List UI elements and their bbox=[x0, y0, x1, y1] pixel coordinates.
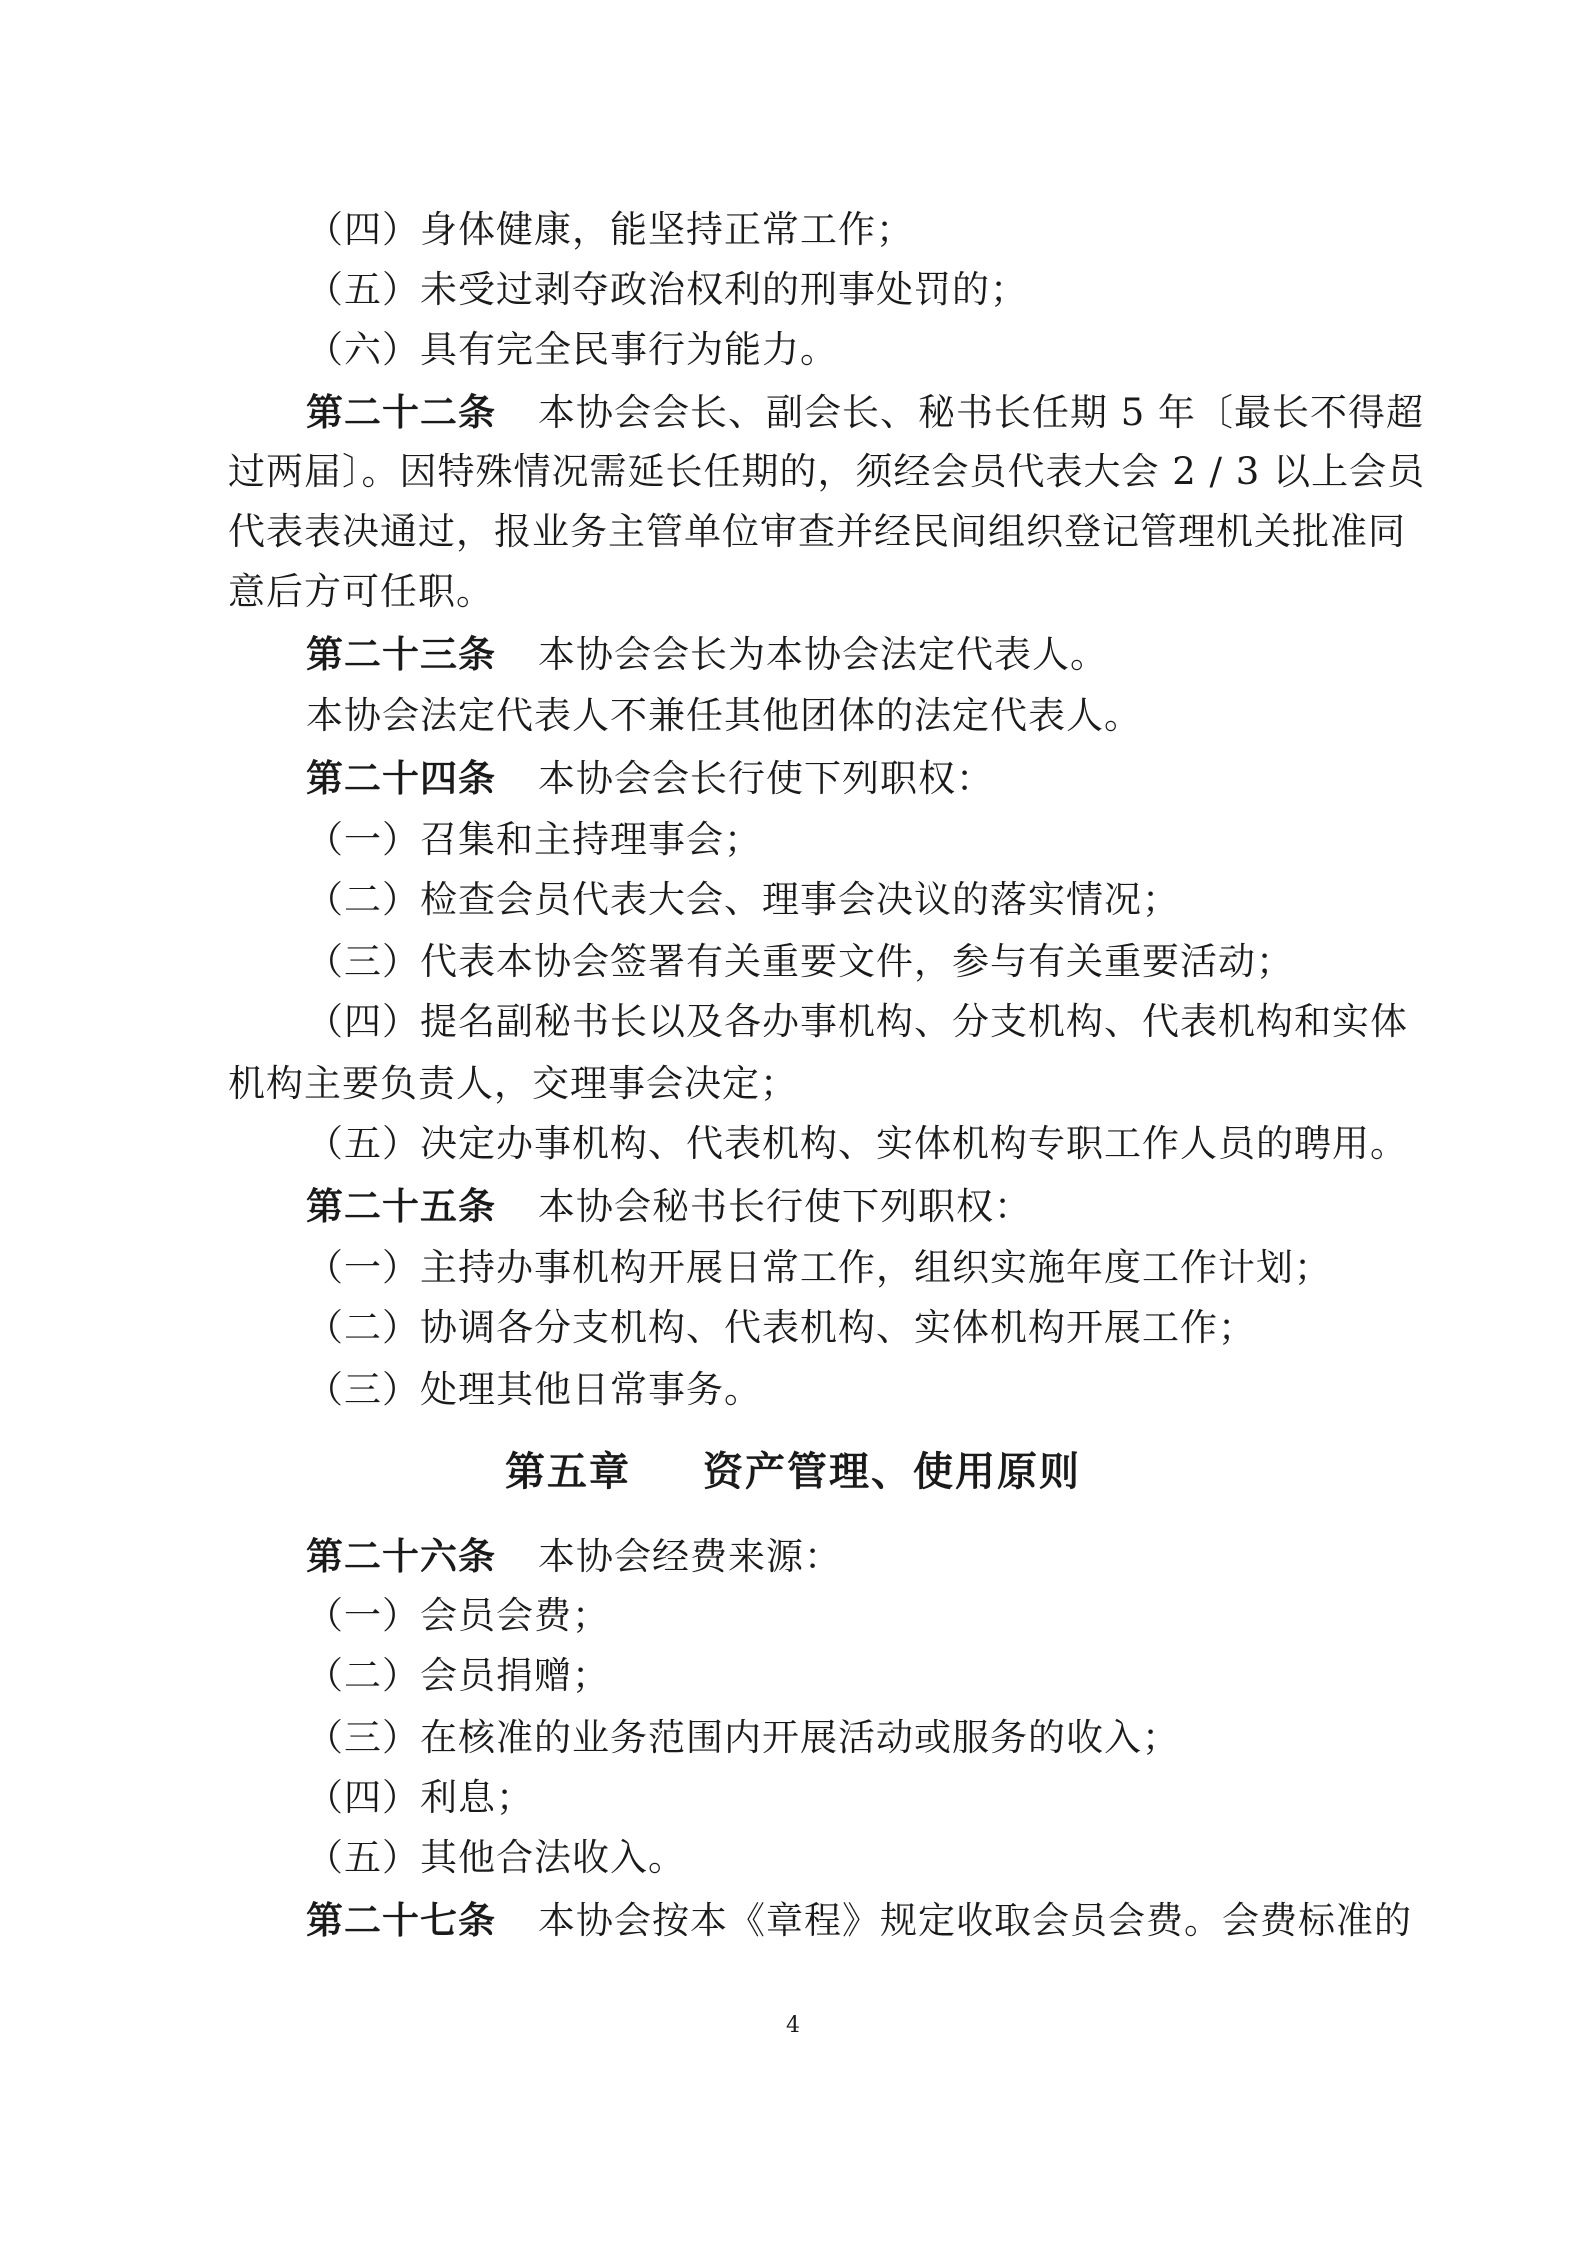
article-26-item-4: （四）利息； bbox=[306, 1776, 534, 1819]
article-24-first-line bbox=[306, 756, 1466, 801]
article-23-number: 第二十三条 bbox=[306, 632, 496, 676]
article-24-number: 第二十四条 bbox=[306, 756, 496, 800]
qualification-item-5: （五）未受过剥夺政治权利的刑事处罚的； bbox=[306, 268, 1028, 311]
article-23-paragraph: 本协会法定代表人不兼任其他团体的法定代表人。 bbox=[306, 694, 1142, 737]
article-26-item-5: （五）其他合法收入。 bbox=[306, 1836, 686, 1879]
chapter-title: 资产管理、使用原则 bbox=[703, 1448, 1081, 1495]
article-26-number: 第二十六条 bbox=[306, 1534, 496, 1578]
article-27-text: 本协会按本《章程》规定收取会员会费。会费标准的 bbox=[538, 1899, 1412, 1942]
article-25-item-3: （三）处理其他日常事务。 bbox=[306, 1368, 762, 1411]
article-24-item-4-cont: 机构主要负责人，交理事会决定； bbox=[228, 1062, 798, 1105]
article-24-item-5: （五）决定办事机构、代表机构、实体机构专职工作人员的聘用。 bbox=[306, 1122, 1408, 1165]
article-25-text: 本协会秘书长行使下列职权： bbox=[538, 1185, 1032, 1228]
article-26-item-1: （一）会员会费； bbox=[306, 1594, 610, 1637]
article-25-number: 第二十五条 bbox=[306, 1184, 496, 1228]
article-25-first-line bbox=[306, 1184, 1466, 1229]
article-24-text: 本协会会长行使下列职权： bbox=[538, 757, 994, 800]
article-26-item-2: （二）会员捐赠； bbox=[306, 1654, 610, 1697]
qualification-item-6: （六）具有完全民事行为能力。 bbox=[306, 328, 838, 371]
chapter-number: 第五章 bbox=[505, 1448, 631, 1495]
article-22-line-3: 代表表决通过，报业务主管单位审查并经民间组织登记管理机关批准同 bbox=[228, 510, 1406, 553]
article-26-first-line bbox=[306, 1534, 1466, 1579]
article-25-item-1: （一）主持办事机构开展日常工作，组织实施年度工作计划； bbox=[306, 1246, 1332, 1289]
article-27-number: 第二十七条 bbox=[306, 1898, 496, 1942]
article-26-item-3: （三）在核准的业务范围内开展活动或服务的收入； bbox=[306, 1716, 1180, 1759]
article-25-item-2: （二）协调各分支机构、代表机构、实体机构开展工作； bbox=[306, 1306, 1256, 1349]
article-24-item-1: （一）召集和主持理事会； bbox=[306, 818, 762, 861]
article-27-first-line bbox=[306, 1898, 1466, 1943]
article-22-number: 第二十二条 bbox=[306, 390, 496, 434]
article-22-text: 本协会会长、副会长、秘书长任期 5 年〔最长不得超 bbox=[538, 391, 1425, 434]
article-22-line-2: 过两届〕。因特殊情况需延长任期的，须经会员代表大会 2 / 3 以上会员 bbox=[228, 450, 1426, 493]
article-22-line-4: 意后方可任职。 bbox=[228, 570, 494, 613]
chapter-heading bbox=[0, 1448, 1586, 1496]
article-24-item-4: （四）提名副秘书长以及各办事机构、分支机构、代表机构和实体 bbox=[306, 1000, 1408, 1043]
article-24-item-2: （二）检查会员代表大会、理事会决议的落实情况； bbox=[306, 878, 1180, 921]
article-23-text: 本协会会长为本协会法定代表人。 bbox=[538, 633, 1108, 676]
qualification-item-4: （四）身体健康，能坚持正常工作； bbox=[306, 208, 914, 251]
article-22-first-line bbox=[306, 390, 1466, 435]
article-24-item-3: （三）代表本协会签署有关重要文件，参与有关重要活动； bbox=[306, 940, 1294, 983]
article-23-first-line bbox=[306, 632, 1466, 677]
page-number: 4 bbox=[786, 2013, 800, 2038]
article-26-text: 本协会经费来源： bbox=[538, 1535, 842, 1578]
